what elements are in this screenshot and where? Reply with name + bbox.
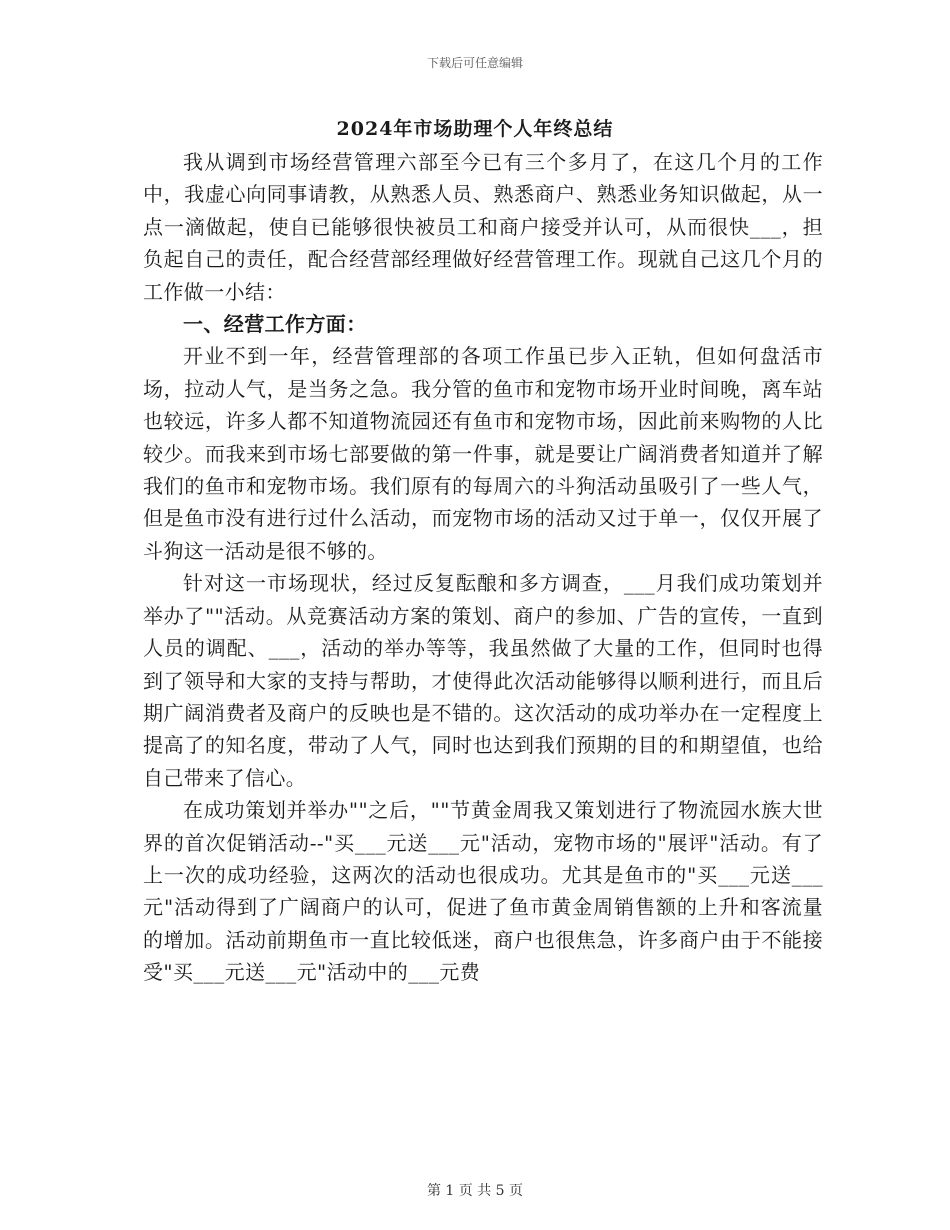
body-paragraph: 针对这一市场现状，经过反复酝酿和多方调查，___月我们成功策划并举办了""活动。从竞赛活动方案的策划、商户的参加、广告的宣传，一直到人员的调配、___，活动的举办等等，我虽然做了大量的工作，但同时也得到了领导和大家的支持与帮助，才使得此次活动能够得以顺利进行，而且后期广阔消费者及商户的反映也是不错的。这次活动的成功举办在一定程度上提高了的知名度，带动了人气，同时也达到我们预期的目的和期望值，也给自己带来了信心。 bbox=[143, 571, 823, 790]
page-number: 第 1 页 共 5 页 bbox=[426, 1183, 524, 1199]
document-title: 2024年市场助理个人年终总结 bbox=[336, 118, 614, 140]
page-header-note: 下载后可任意编辑 bbox=[426, 56, 523, 70]
body-paragraph: 在成功策划并举办""之后，""节黄金周我又策划进行了物流园水族大世界的首次促销活动--"买___元送___元"活动，宠物市场的"展评"活动。有了上一次的成功经验，这两次的活动也很成功。尤其是鱼市的"买___元送___元"活动得到了广阔商户的认可，促进了鱼市黄金周销售额的上升和客流量的增加。活动前期鱼市一直比较低迷，商户也很焦急，许多商户由于不能接受"买___元送___元"活动中的___元费 bbox=[143, 798, 823, 985]
section-heading: 一、经营工作方面： bbox=[183, 312, 367, 337]
intro-paragraph: 我从调到市场经营管理六部至今已有三个多月了，在这几个月的工作中，我虚心向同事请教，从熟悉人员、熟悉商户、熟悉业务知识做起，从一点一滴做起，使自已能够很快被员工和商户接受并认可，从而很快___，担负起自己的责任，配合经营部经理做好经营管理工作。现就自己这几个月的工作做一小结： bbox=[143, 150, 823, 304]
body-paragraph: 开业不到一年，经营管理部的各项工作虽已步入正轨，但如何盘活市场，拉动人气，是当务之急。我分管的鱼市和宠物市场开业时间晚，离车站也较远，许多人都不知道物流园还有鱼市和宠物市场，因此前来购物的人比较少。而我来到市场七部要做的第一件事，就是要让广阔消费者知道并了解我们的鱼市和宠物市场。我们原有的每周六的斗狗活动虽吸引了一些人气，但是鱼市没有进行过什么活动，而宠物市场的活动又过于单一，仅仅开展了斗狗这一活动是很不够的。 bbox=[143, 344, 823, 563]
document-body bbox=[143, 146, 823, 989]
